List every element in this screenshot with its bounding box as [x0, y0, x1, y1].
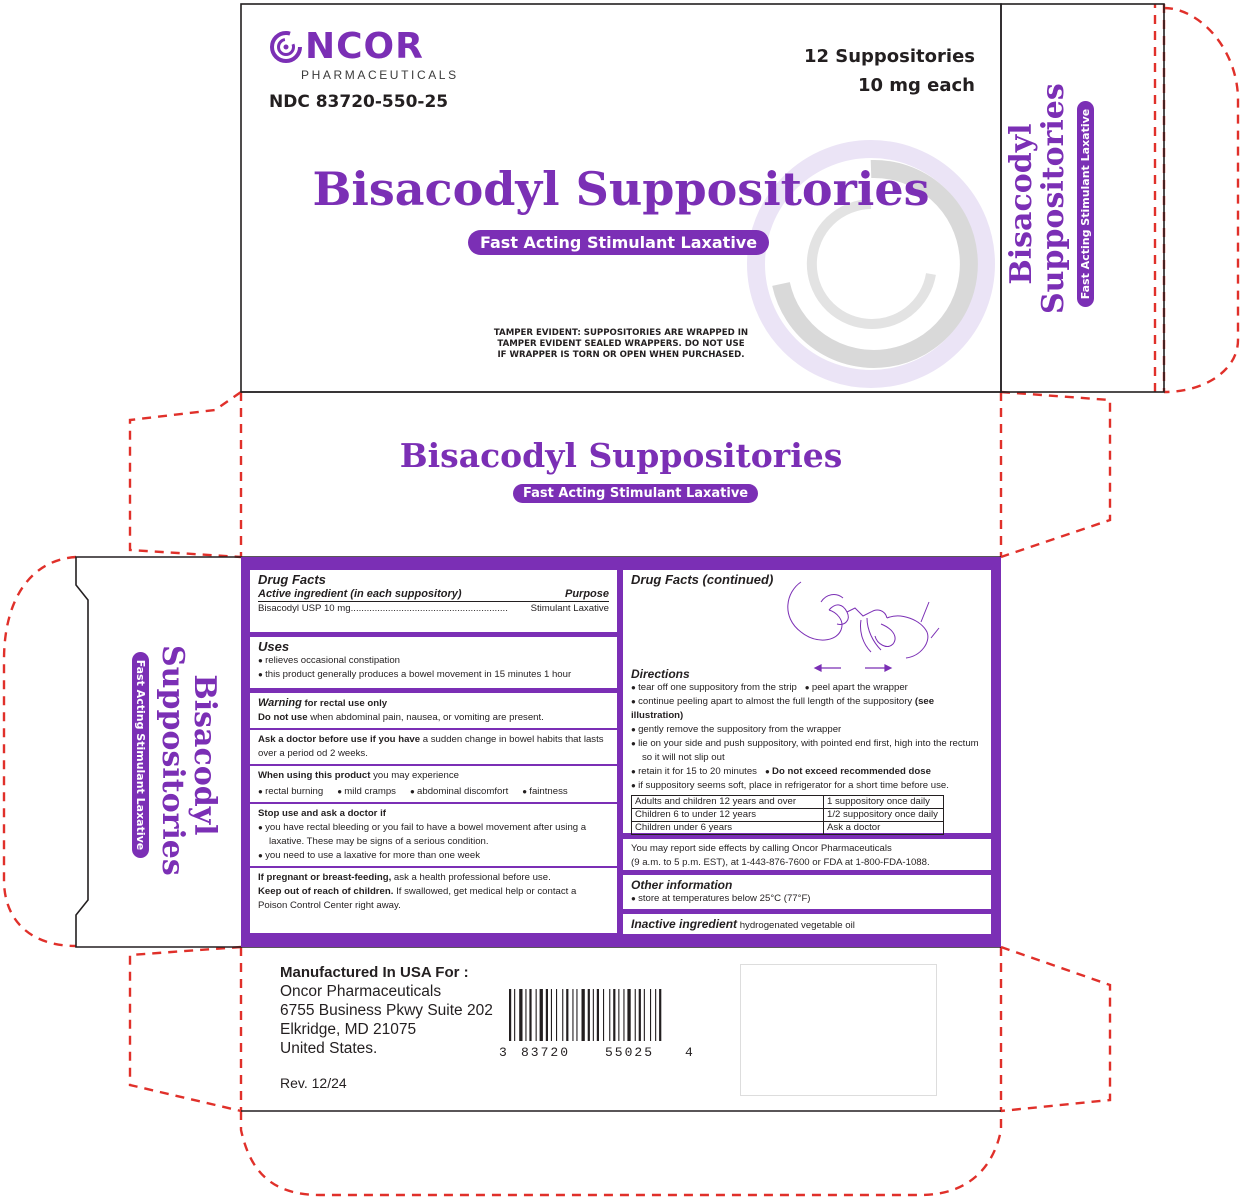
- barcode-digit: 4: [685, 1045, 693, 1060]
- dosing-row: [632, 796, 944, 809]
- other-information-box: [623, 875, 991, 909]
- manufacturer-line: United States.: [280, 1040, 378, 1057]
- side-subtitle-badge: Fast Acting Stimulant Laxative: [1077, 101, 1094, 308]
- report-line: (9 a.m. to 5 p.m. EST), at 1-443-876-7600 or FDA at 1-800-FDA-1088.: [631, 857, 930, 868]
- flap-product-title: Bisacodyl Suppositories: [399, 436, 843, 475]
- barcode-bar: [582, 989, 585, 1041]
- tamper-line: IF WRAPPER IS TORN OR OPEN WHEN PURCHASED.: [497, 350, 745, 360]
- barcode-bar: [546, 989, 548, 1041]
- purpose-value: Stimulant Laxative: [530, 603, 609, 614]
- ndc-number: NDC 83720-550-25: [269, 92, 449, 112]
- barcode-bar: [572, 989, 573, 1041]
- barcode-bar: [525, 989, 526, 1041]
- barcode-bar: [609, 989, 610, 1041]
- section-divider: [250, 764, 617, 766]
- logo-wordmark: NCOR: [305, 26, 424, 67]
- dosing-dose-cell: Ask a doctor: [824, 822, 944, 835]
- count-line: 12 Suppositories: [803, 46, 975, 67]
- drug-facts-continued-heading: Drug Facts (continued): [631, 572, 774, 587]
- manufacturer-line: 6755 Business Pkwy Suite 202: [280, 1002, 493, 1019]
- inactive-ingredient-heading: Inactive ingredient: [631, 917, 738, 931]
- purpose-heading: Purpose: [564, 588, 609, 600]
- warnings-box: [250, 693, 617, 933]
- barcode-bar: [562, 989, 563, 1041]
- pregnancy-text: ask a health professional before use.: [391, 872, 551, 883]
- dosing-age-cell: Children under 6 years: [632, 822, 824, 835]
- bottom-panel: [241, 947, 1001, 1111]
- tamper-line: TAMPER EVIDENT SEALED WRAPPERS. DO NOT USE: [497, 339, 745, 349]
- other-information-item: ● store at temperatures below 25°C (77°F): [631, 892, 983, 906]
- peel-illustration-icon: [781, 572, 941, 672]
- tamper-evident-notice: [491, 328, 751, 361]
- left-side-panel: [110, 645, 222, 876]
- side-title-line1: Bisacodyl: [1004, 123, 1039, 285]
- barcode-bar: [623, 989, 624, 1041]
- manufacturer-line: Oncor Pharmaceuticals: [280, 983, 442, 1000]
- active-ingredient-heading: Active ingredient (in each suppository): [258, 588, 462, 600]
- see-illustration-note: (see illustration): [631, 696, 935, 721]
- section-divider: [250, 802, 617, 804]
- barcode-digit: 3: [499, 1045, 507, 1060]
- direction-item: ● tear off one suppository from the strip: [631, 682, 797, 693]
- logo-subline: PHARMACEUTICALS: [301, 68, 459, 82]
- package-count: [804, 42, 975, 100]
- barcode-bar: [536, 989, 537, 1041]
- side-effect-item: ● faintness: [522, 785, 567, 799]
- stop-use-item: ● you need to use a laxative for more than one week: [258, 849, 609, 863]
- keep-out-text-cont: Poison Control Center right away.: [258, 900, 401, 911]
- use-item: ● this product generally produces a bowel movement in 15 minutes 1 hour: [258, 668, 609, 682]
- barcode-bar: [514, 989, 515, 1041]
- manufacturer-line: Elkridge, MD 21075: [280, 1021, 417, 1038]
- side-effect-item: ● mild cramps: [337, 785, 396, 799]
- flap-subtitle-badge: Fast Acting Stimulant Laxative: [513, 484, 758, 503]
- barcode-bar: [627, 989, 630, 1041]
- side-effects-list: [258, 785, 609, 799]
- dosing-age-cell: Children 6 to under 12 years: [632, 809, 824, 822]
- section-divider: [250, 728, 617, 730]
- dosing-table: [631, 795, 944, 835]
- active-ingredient-line: [258, 601, 609, 616]
- revision-label: Rev. 12/24: [280, 1075, 347, 1091]
- barcode-digit: 83720: [521, 1045, 571, 1060]
- barcode-bar: [566, 989, 568, 1041]
- barcode-bar: [556, 989, 557, 1041]
- product-title: Bisacodyl Suppositories: [312, 162, 930, 216]
- stop-use-item: ● you have rectal bleeding or you fail to have a bowel movement after using a: [258, 821, 609, 835]
- strength-line: 10 mg each: [857, 75, 975, 96]
- barcode-bar: [588, 989, 590, 1041]
- do-not-use-text: when abdominal pain, nausea, or vomiting are present.: [307, 712, 544, 723]
- barcode-bar: [650, 989, 651, 1041]
- side-effect-item: ● rectal burning: [258, 785, 323, 799]
- do-not-use-label: Do not use: [258, 712, 308, 723]
- dosing-row: [632, 809, 944, 822]
- inactive-ingredient-box: [623, 914, 991, 934]
- direction-item-cont: so it will not slip out: [642, 752, 725, 763]
- manufacturer-heading: Manufactured In USA For :: [280, 964, 469, 981]
- drug-facts-panel: [241, 557, 1001, 947]
- barcode-bar: [603, 989, 604, 1041]
- front-panel: [241, 4, 1001, 392]
- subtitle-badge: Fast Acting Stimulant Laxative: [468, 230, 769, 255]
- manufacturer-block: [280, 963, 493, 1058]
- report-line: You may report side effects by calling Oncor Pharmaceuticals: [631, 843, 892, 854]
- barcode-bar: [659, 989, 661, 1041]
- warning-heading: Warning: [258, 697, 302, 709]
- upc-barcode: [499, 989, 693, 1060]
- top-flap-panel: [241, 392, 1001, 557]
- direction-item: ● if suppository seems soft, place in refrigerator for a short time before use.: [631, 779, 983, 793]
- pregnancy-label: If pregnant or breast-feeding,: [258, 872, 392, 883]
- barcode-bar: [529, 989, 531, 1041]
- barcode-bars: [509, 989, 689, 1051]
- dosing-age-cell: Adults and children 12 years and over: [632, 796, 824, 809]
- side-effect-item: ● abdominal discomfort: [410, 785, 508, 799]
- left-side-title-line1: Bisacodyl: [187, 674, 222, 836]
- use-item: ● relieves occasional constipation: [258, 654, 609, 668]
- other-information-heading: Other information: [631, 878, 733, 892]
- active-ingredient-value: Bisacodyl USP 10 mg...........................................................: [258, 603, 508, 614]
- uses-box: [250, 637, 617, 688]
- uses-heading: Uses: [258, 639, 290, 654]
- side-title-line2: Suppositories: [1036, 83, 1071, 314]
- directions-box: [623, 570, 991, 833]
- direction-item: ● lie on your side and push suppository, with pointed end first, high into the rectum: [631, 737, 983, 751]
- stop-use-label: Stop use and ask a doctor if: [258, 808, 386, 819]
- barcode-bar: [613, 989, 615, 1041]
- keep-out-label: Keep out of reach of children.: [258, 886, 394, 897]
- inactive-ingredient-text: hydrogenated vegetable oil: [737, 920, 855, 931]
- active-ingredient-row: [258, 587, 609, 601]
- direction-item: ● continue peeling apart to almost the full length of the suppository: [631, 696, 912, 707]
- direction-item: ● gently remove the suppository from the wrapper: [631, 723, 983, 737]
- barcode-bar: [639, 989, 641, 1041]
- barcode-bar: [540, 989, 543, 1041]
- warning-subheading: for rectal use only: [301, 698, 388, 709]
- keep-out-text: If swallowed, get medical help or contact a: [393, 886, 577, 897]
- barcode-bar: [519, 989, 522, 1041]
- drug-facts-header-box: [250, 570, 617, 632]
- dosing-dose-cell: 1/2 suppository once daily: [824, 809, 944, 822]
- barcode-bar: [655, 989, 656, 1041]
- section-divider: [250, 866, 617, 868]
- barcode-bar: [644, 989, 645, 1041]
- ask-doctor-text-cont: over a period od 2 weeks.: [258, 748, 368, 759]
- drug-facts-heading: Drug Facts: [258, 572, 326, 587]
- when-using-text: you may experience: [370, 770, 459, 781]
- side-title-block: [1004, 83, 1116, 314]
- barcode-bar: [618, 989, 619, 1041]
- barcode-bar: [576, 989, 577, 1041]
- right-side-panel: [1001, 4, 1164, 392]
- stop-use-item-cont: laxative. These may be signs of a serious condition.: [269, 836, 489, 847]
- lot-expiry-box: [740, 964, 937, 1096]
- barcode-bar: [635, 989, 636, 1041]
- dosing-row: [632, 822, 944, 835]
- ask-doctor-text: a sudden change in bowel habits that lasts: [420, 734, 604, 745]
- dosing-dose-cell: 1 suppository once daily: [824, 796, 944, 809]
- logo-swirl-icon: [269, 30, 303, 64]
- barcode-digit: 55025: [605, 1045, 655, 1060]
- tamper-line: TAMPER EVIDENT: SUPPOSITORIES ARE WRAPPED IN: [493, 328, 749, 338]
- barcode-bar: [597, 989, 599, 1041]
- barcode-bar: [593, 989, 594, 1041]
- direction-item: ● retain it for 15 to 20 minutes: [631, 766, 757, 777]
- barcode-bar: [509, 989, 511, 1041]
- barcode-bar: [551, 989, 552, 1041]
- left-side-title-line2: Suppositories: [155, 645, 190, 876]
- directions-heading: Directions: [631, 667, 690, 681]
- ask-doctor-label: Ask a doctor before use if you have: [258, 734, 421, 745]
- left-side-title-block: [110, 645, 222, 876]
- dose-warning: ● Do not exceed recommended dose: [765, 766, 931, 777]
- when-using-label: When using this product: [258, 770, 371, 781]
- left-side-subtitle-badge: Fast Acting Stimulant Laxative: [132, 652, 149, 859]
- direction-item: ● peel apart the wrapper: [805, 682, 908, 693]
- report-side-effects-box: [623, 839, 991, 870]
